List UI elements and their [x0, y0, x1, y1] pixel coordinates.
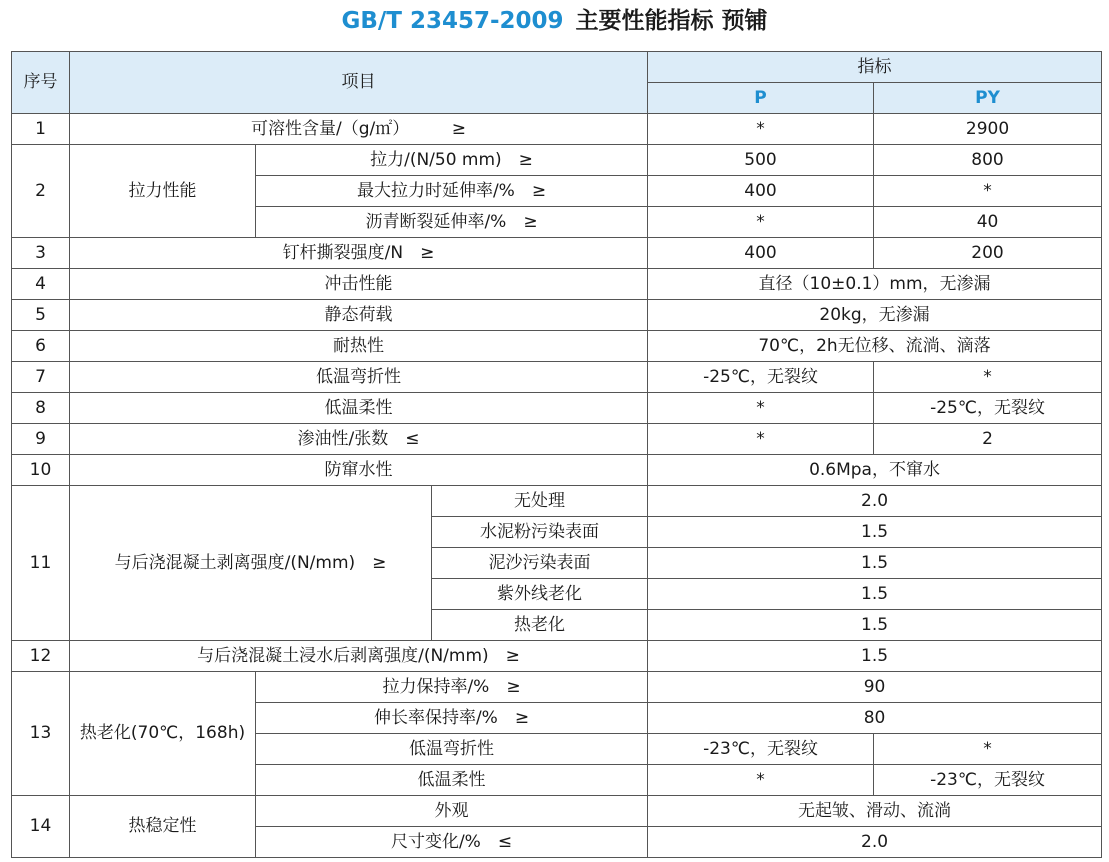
row-py-value: *: [874, 176, 1102, 207]
row-item: 外观: [256, 796, 648, 827]
row-value: 2.0: [648, 827, 1102, 858]
row-no: 7: [12, 362, 70, 393]
row-p-value: *: [648, 424, 874, 455]
table-row: [12, 796, 1102, 827]
table-row: [12, 145, 1102, 176]
table-row: [12, 393, 1102, 424]
row-item: 低温柔性: [256, 765, 648, 796]
row-p-value: *: [648, 765, 874, 796]
table-row: [12, 269, 1102, 300]
row-py-value: -25℃，无裂纹: [874, 393, 1102, 424]
row-item: 紫外线老化: [432, 579, 648, 610]
row-no: 1: [12, 114, 70, 145]
row-no: 13: [12, 672, 70, 796]
row-item: 可溶性含量/（g/㎡） ≥: [70, 114, 648, 145]
row-p-value: *: [648, 393, 874, 424]
row-group: 与后浇混凝土剥离强度/(N/mm) ≥: [70, 486, 432, 641]
row-value: 1.5: [648, 517, 1102, 548]
row-py-value: *: [874, 362, 1102, 393]
row-no: 5: [12, 300, 70, 331]
title-text: 主要性能指标 预铺: [575, 8, 768, 34]
row-py-value: -23℃，无裂纹: [874, 765, 1102, 796]
row-p-value: 400: [648, 238, 874, 269]
row-p-value: -25℃，无裂纹: [648, 362, 874, 393]
row-item: 冲击性能: [70, 269, 648, 300]
row-item: 尺寸变化/% ≤: [256, 827, 648, 858]
header-item: 项目: [70, 52, 648, 114]
row-item: 低温柔性: [70, 393, 648, 424]
page-title: [0, 6, 1109, 36]
row-item: 热老化: [432, 610, 648, 641]
standard-code: GB/T 23457-2009: [341, 8, 564, 34]
row-no: 9: [12, 424, 70, 455]
row-item: 拉力保持率/% ≥: [256, 672, 648, 703]
row-no: 10: [12, 455, 70, 486]
row-no: 11: [12, 486, 70, 641]
row-item: 伸长率保持率/% ≥: [256, 703, 648, 734]
row-value: 无起皱、滑动、流淌: [648, 796, 1102, 827]
row-item: 静态荷载: [70, 300, 648, 331]
table-row: [12, 300, 1102, 331]
row-p-value: 400: [648, 176, 874, 207]
row-item: 钉杆撕裂强度/N ≥: [70, 238, 648, 269]
row-no: 3: [12, 238, 70, 269]
header-p: P: [648, 83, 874, 114]
row-py-value: 800: [874, 145, 1102, 176]
row-value: 90: [648, 672, 1102, 703]
header-py: PY: [874, 83, 1102, 114]
row-item: 渗油性/张数 ≤: [70, 424, 648, 455]
row-value: 1.5: [648, 548, 1102, 579]
row-p-value: -23℃，无裂纹: [648, 734, 874, 765]
row-item: 最大拉力时延伸率/% ≥: [256, 176, 648, 207]
header-index: 指标: [648, 52, 1102, 83]
row-item: 耐热性: [70, 331, 648, 362]
row-py-value: 40: [874, 207, 1102, 238]
row-no: 6: [12, 331, 70, 362]
row-item: 水泥粉污染表面: [432, 517, 648, 548]
row-p-value: 500: [648, 145, 874, 176]
row-group: 热稳定性: [70, 796, 256, 858]
row-p-value: *: [648, 114, 874, 145]
row-py-value: 2: [874, 424, 1102, 455]
table-row: [12, 362, 1102, 393]
row-item: 沥青断裂延伸率/% ≥: [256, 207, 648, 238]
row-py-value: 200: [874, 238, 1102, 269]
row-no: 8: [12, 393, 70, 424]
row-item: 拉力/(N/50 mm) ≥: [256, 145, 648, 176]
row-value: 70℃，2h无位移、流淌、滴落: [648, 331, 1102, 362]
row-group: 拉力性能: [70, 145, 256, 238]
header-no: 序号: [12, 52, 70, 114]
row-py-value: 2900: [874, 114, 1102, 145]
row-item: 低温弯折性: [70, 362, 648, 393]
row-value: 80: [648, 703, 1102, 734]
table-row: [12, 641, 1102, 672]
row-value: 直径（10±0.1）mm，无渗漏: [648, 269, 1102, 300]
row-value: 0.6Mpa，不窜水: [648, 455, 1102, 486]
table-row: [12, 672, 1102, 703]
table-row: [12, 238, 1102, 269]
header-row: [12, 52, 1102, 83]
row-value: 20kg，无渗漏: [648, 300, 1102, 331]
table-row: [12, 424, 1102, 455]
row-item: 与后浇混凝土浸水后剥离强度/(N/mm) ≥: [70, 641, 648, 672]
row-item: 泥沙污染表面: [432, 548, 648, 579]
row-value: 2.0: [648, 486, 1102, 517]
table-row: [12, 455, 1102, 486]
row-item: 低温弯折性: [256, 734, 648, 765]
row-value: 1.5: [648, 641, 1102, 672]
table-row: [12, 114, 1102, 145]
row-no: 2: [12, 145, 70, 238]
row-no: 12: [12, 641, 70, 672]
row-group: 热老化(70℃，168h): [70, 672, 256, 796]
row-item: 防窜水性: [70, 455, 648, 486]
row-p-value: *: [648, 207, 874, 238]
row-py-value: *: [874, 734, 1102, 765]
table-row: [12, 486, 1102, 517]
row-value: 1.5: [648, 579, 1102, 610]
table-row: [12, 331, 1102, 362]
row-no: 14: [12, 796, 70, 858]
row-item: 无处理: [432, 486, 648, 517]
row-value: 1.5: [648, 610, 1102, 641]
row-no: 4: [12, 269, 70, 300]
performance-table: [11, 51, 1102, 858]
